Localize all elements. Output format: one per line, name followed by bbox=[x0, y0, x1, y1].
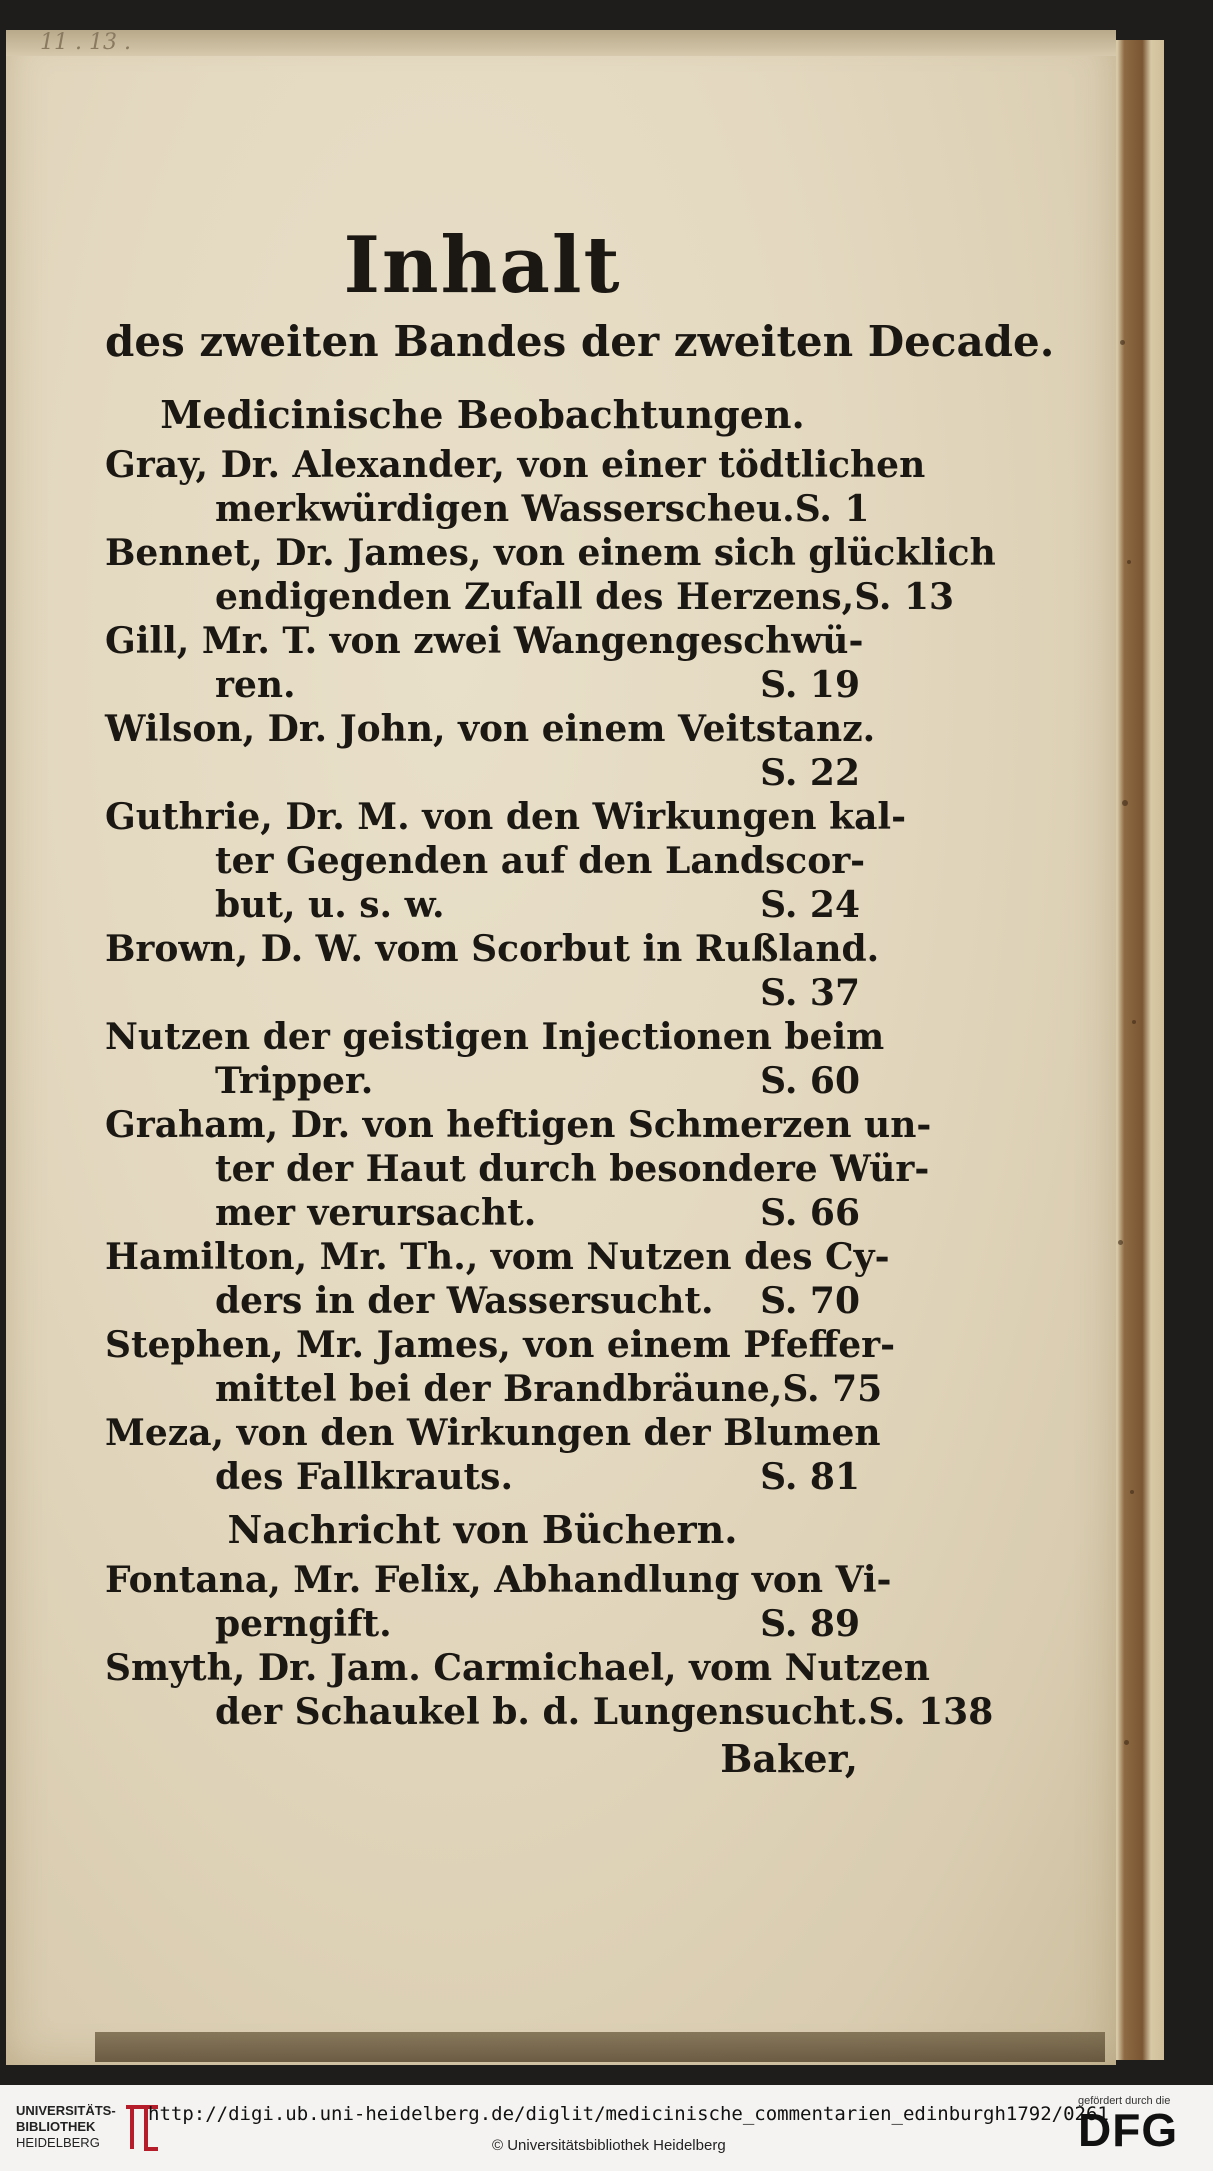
toc-entry-text: Stephen, Mr. James, von einem Pfeffer- bbox=[105, 1324, 896, 1366]
copyright-text: © Universitätsbibliothek Heidelberg bbox=[492, 2137, 726, 2154]
toc-entry-line bbox=[105, 619, 864, 663]
toc-entry bbox=[105, 531, 996, 619]
toc-entry-line bbox=[105, 1235, 890, 1279]
page-reference: S. 24 bbox=[760, 884, 860, 926]
toc-entry-line bbox=[105, 1411, 881, 1455]
page-reference: S. 75 bbox=[782, 1368, 883, 1410]
toc-entry bbox=[105, 795, 907, 927]
footer-bar bbox=[0, 2085, 1213, 2171]
toc-entry-line bbox=[105, 1558, 892, 1602]
toc-entry-text: Tripper. bbox=[215, 1060, 374, 1102]
toc-entry-text: Meza, von den Wirkungen der Blumen bbox=[105, 1412, 881, 1454]
toc-entry-line bbox=[105, 751, 860, 795]
page-reference: S. 70 bbox=[760, 1280, 860, 1322]
toc-entry-line bbox=[105, 795, 907, 839]
toc-entry bbox=[105, 1323, 896, 1411]
toc-entry-line bbox=[105, 443, 926, 487]
page-reference: S. 81 bbox=[760, 1456, 860, 1498]
toc-entry-line bbox=[105, 1690, 994, 1734]
toc-entry-text: Hamilton, Mr. Th., vom Nutzen des Cy- bbox=[105, 1236, 890, 1278]
toc-entry bbox=[105, 619, 864, 707]
page-reference: S. 13 bbox=[854, 576, 955, 618]
toc-entry-text: ren. bbox=[215, 664, 296, 706]
toc-entry-line bbox=[105, 487, 870, 531]
page-reference: S. 19 bbox=[760, 664, 860, 706]
toc-entry-text: Gill, Mr. T. von zwei Wangengeschwü- bbox=[105, 620, 864, 662]
page-subtitle: des zweiten Bandes der zweiten Decade. bbox=[105, 317, 1055, 366]
toc-entry-line bbox=[105, 839, 866, 883]
toc-entry-text: perngift. bbox=[215, 1603, 392, 1645]
toc-entry bbox=[105, 927, 880, 1015]
page-reference: S. 89 bbox=[760, 1603, 860, 1645]
toc-entry-line bbox=[105, 1191, 860, 1235]
toc-entry-line bbox=[105, 1646, 930, 1690]
toc-entry-text: Nutzen der geistigen Injectionen beim bbox=[105, 1016, 885, 1058]
toc-entry-line bbox=[105, 707, 876, 751]
sections bbox=[105, 392, 996, 1734]
page-bottom-edge bbox=[95, 2032, 1105, 2062]
toc-entry-line bbox=[105, 971, 860, 1015]
page-reference: S. 60 bbox=[760, 1060, 860, 1102]
toc-entry-line bbox=[105, 927, 880, 971]
library-name-line2: BIBLIOTHEK bbox=[16, 2119, 96, 2134]
library-name-line1: UNIVERSITÄTS- bbox=[16, 2103, 116, 2118]
toc-entry bbox=[105, 443, 926, 531]
toc-entry bbox=[105, 707, 876, 795]
toc-entry-text: Guthrie, Dr. M. von den Wirkungen kal- bbox=[105, 796, 907, 838]
toc-entry-text: Bennet, Dr. James, von einem sich glücklich bbox=[105, 532, 996, 574]
toc-entry-text: mer verursacht. bbox=[215, 1192, 537, 1234]
page-title: Inhalt bbox=[343, 220, 622, 311]
page-top-edge bbox=[6, 30, 1116, 56]
page-reference: S. 1 bbox=[794, 488, 870, 530]
library-name-line3: HEIDELBERG bbox=[16, 2135, 100, 2150]
toc-entry-text: der Schaukel b. d. Lungensucht. bbox=[215, 1691, 869, 1733]
toc-entry-line bbox=[105, 1455, 860, 1499]
toc-entry-text: des Fallkrauts. bbox=[215, 1456, 513, 1498]
toc-entry-text: ders in der Wassersucht. bbox=[215, 1280, 714, 1322]
toc-entry-text: merkwürdigen Wasserscheu. bbox=[215, 488, 795, 530]
toc-entry bbox=[105, 1558, 892, 1646]
toc-entry-line bbox=[105, 1279, 860, 1323]
toc-entry bbox=[105, 1103, 932, 1235]
table-of-contents bbox=[105, 220, 1055, 1781]
toc-entry-line bbox=[105, 575, 955, 619]
page-reference: S. 66 bbox=[760, 1192, 860, 1234]
toc-entry-text: Fontana, Mr. Felix, Abhandlung von Vi- bbox=[105, 1559, 892, 1601]
library-logo bbox=[16, 2103, 116, 2151]
toc-entry-text: Brown, D. W. vom Scorbut in Rußland. bbox=[105, 928, 880, 970]
page-reference: S. 138 bbox=[868, 1691, 994, 1733]
toc-entry-line bbox=[105, 1602, 860, 1646]
toc-entry-text: Wilson, Dr. John, von einem Veitstanz. bbox=[105, 708, 876, 750]
toc-entry-text: endigenden Zufall des Herzens, bbox=[215, 576, 855, 618]
toc-entry-text: ter Gegenden auf den Landscor- bbox=[215, 840, 866, 882]
toc-entry-line bbox=[105, 531, 996, 575]
toc-entry-line bbox=[105, 1147, 930, 1191]
funded-by-text: gefördert durch die bbox=[1078, 2095, 1171, 2107]
page-reference: S. 37 bbox=[760, 972, 860, 1014]
toc-entry bbox=[105, 1411, 881, 1499]
catchword: Baker, bbox=[720, 1736, 858, 1781]
toc-entry-line bbox=[105, 883, 860, 927]
toc-entry-text: Smyth, Dr. Jam. Carmichael, vom Nutzen bbox=[105, 1647, 930, 1689]
toc-entry bbox=[105, 1015, 885, 1103]
shelf-mark: 11 . 13 . bbox=[40, 30, 131, 55]
section-heading: Nachricht von Büchern. bbox=[227, 1507, 738, 1552]
toc-entry-text: mittel bei der Brandbräune, bbox=[215, 1368, 783, 1410]
toc-entry-line bbox=[105, 1059, 860, 1103]
toc-entry-line bbox=[105, 1323, 896, 1367]
toc-entry-line bbox=[105, 663, 860, 707]
dfg-credit bbox=[1078, 2095, 1206, 2156]
toc-entry-text: but, u. s. w. bbox=[215, 884, 445, 926]
dfg-logo: DFG bbox=[1078, 2104, 1179, 2156]
toc-entry-line bbox=[105, 1015, 885, 1059]
toc-entry-line bbox=[105, 1367, 883, 1411]
toc-entry-text: ter der Haut durch besondere Wür- bbox=[215, 1148, 930, 1190]
section-heading: Medicinische Beobachtungen. bbox=[160, 392, 805, 437]
toc-entry bbox=[105, 1646, 994, 1734]
permalink-url[interactable]: http://digi.ub.uni-heidelberg.de/diglit/medicinische_commentarien_edinburgh1792/0261 bbox=[148, 2103, 1109, 2125]
toc-entry-line bbox=[105, 1103, 932, 1147]
toc-entry-text: Gray, Dr. Alexander, von einer tödtlichen bbox=[105, 444, 926, 486]
toc-entry-text: Graham, Dr. von heftigen Schmerzen un- bbox=[105, 1104, 932, 1146]
page-reference: S. 22 bbox=[760, 752, 860, 794]
toc-entry bbox=[105, 1235, 890, 1323]
